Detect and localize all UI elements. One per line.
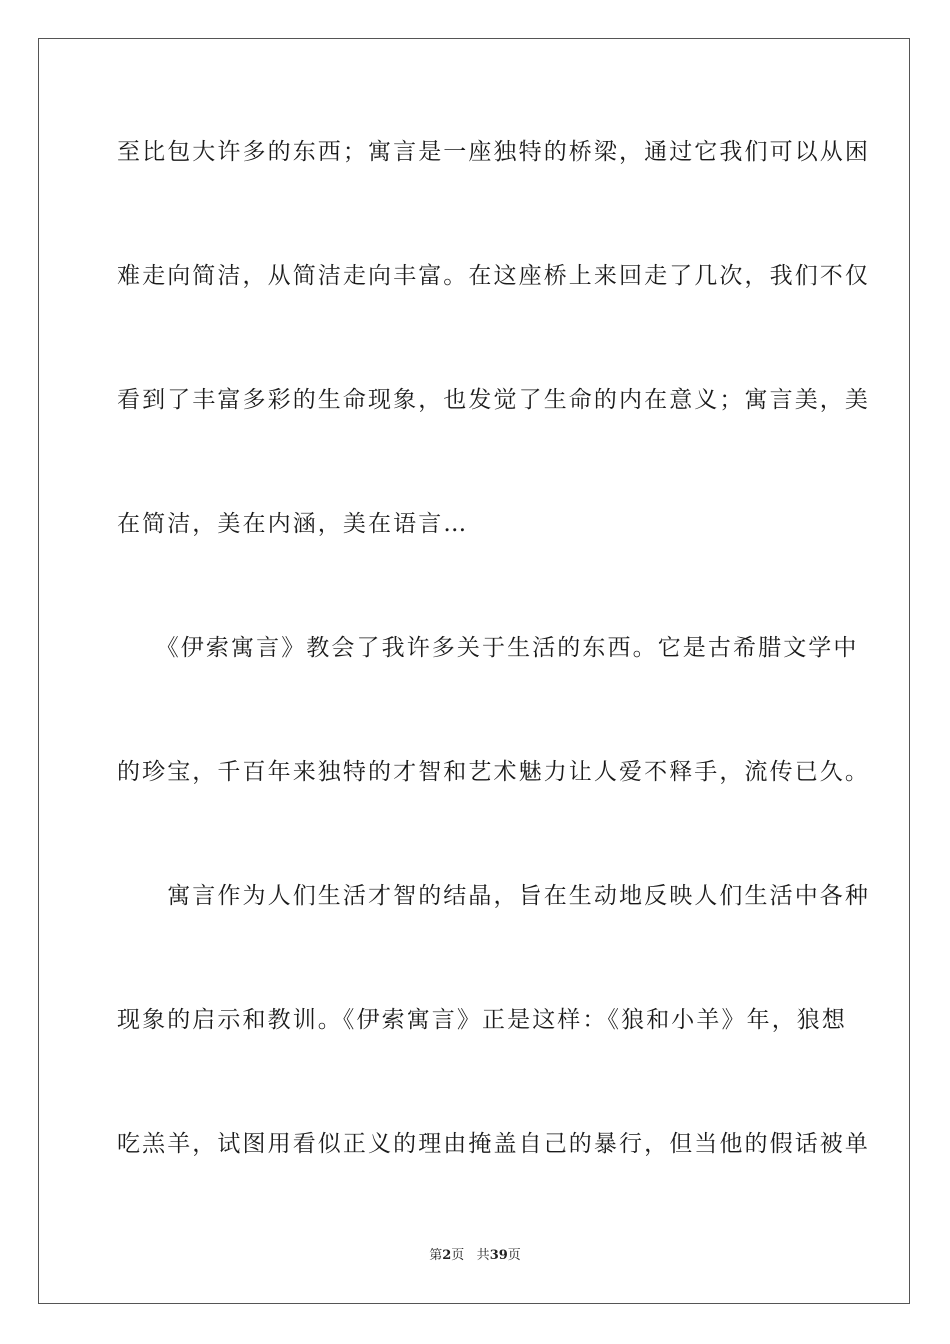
text-line: 吃羔羊，试图用看似正义的理由掩盖自己的暴行，但当他的假话被单 bbox=[117, 1131, 870, 1157]
text-line: 至比包大许多的东西；寓言是一座独特的桥梁，通过它我们可以从困 bbox=[117, 139, 870, 165]
text-line: 《伊索寓言》教会了我许多关于生活的东西。它是古希腊文学中 bbox=[117, 635, 859, 661]
page-footer bbox=[0, 1247, 950, 1265]
text-line: 看到了丰富多彩的生命现象，也发觉了生命的内在意义；寓言美，美 bbox=[117, 387, 870, 413]
total-prefix: 共 bbox=[476, 1248, 490, 1263]
text-line: 难走向简洁，从简洁走向丰富。在这座桥上来回走了几次，我们不仅 bbox=[117, 263, 870, 289]
total-unit: 页 bbox=[507, 1248, 521, 1263]
text-line: 在简洁，美在内涵，美在语言… bbox=[117, 511, 469, 537]
page-current: 2 bbox=[442, 1248, 452, 1263]
page-prefix: 第 bbox=[429, 1248, 443, 1263]
page-frame bbox=[38, 38, 910, 1304]
text-line: 现象的启示和教训。《伊索寓言》正是这样：《狼和小羊》年，狼想 bbox=[117, 1007, 847, 1033]
page-total: 39 bbox=[489, 1248, 508, 1263]
page-unit: 页 bbox=[451, 1248, 465, 1263]
text-line: 寓言作为人们生活才智的结晶，旨在生动地反映人们生活中各种 bbox=[117, 883, 870, 909]
text-line: 的珍宝，千百年来独特的才智和艺术魅力让人爱不释手，流传已久。 bbox=[117, 759, 870, 785]
